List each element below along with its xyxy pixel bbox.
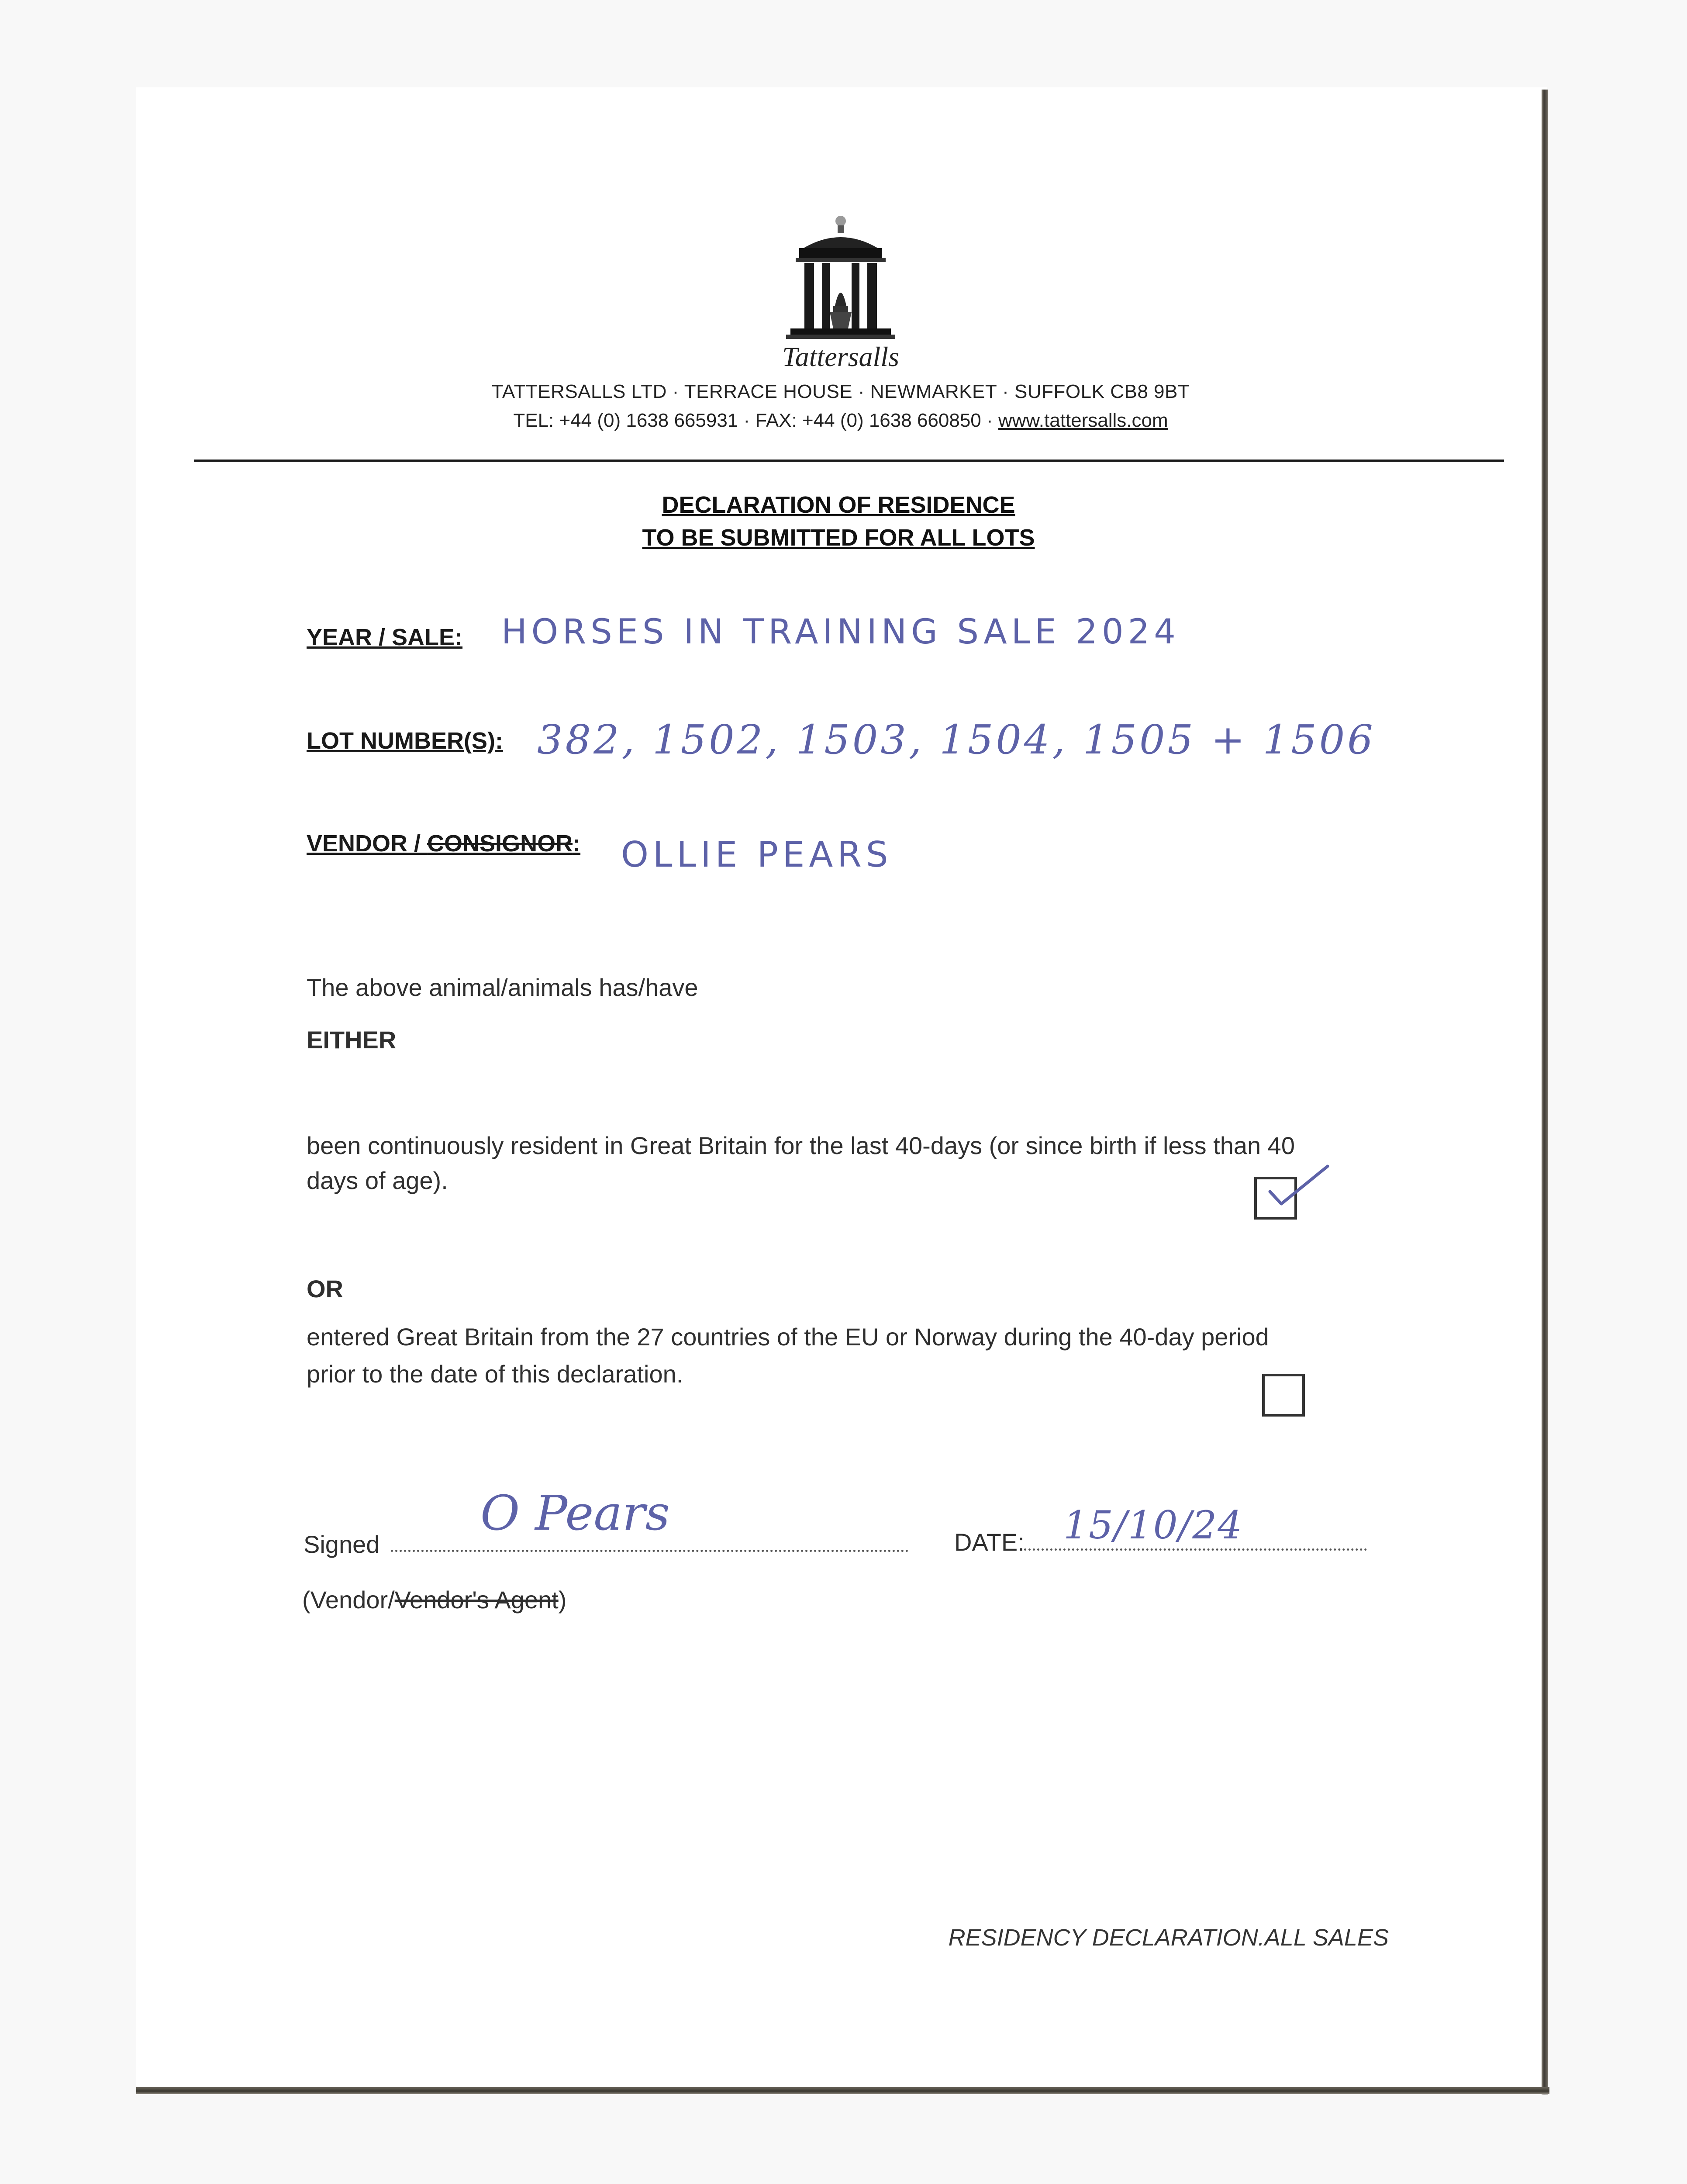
year-sale-value[interactable]: HORSES IN TRAINING SALE 2024 — [501, 612, 1180, 652]
vendor-label: VENDOR / — [307, 830, 428, 857]
or-label: OR — [307, 1275, 343, 1303]
contact-phone-fax: TEL: +44 (0) 1638 665931 · FAX: +44 (0) 1638 660850 · — [513, 410, 998, 431]
signatory-role — [302, 1582, 566, 1618]
date-line — [1024, 1548, 1367, 1551]
tattersalls-logo — [786, 214, 895, 345]
option1-line2: days of age). — [307, 1167, 448, 1194]
form-title-line1: DECLARATION OF RESIDENCE — [662, 492, 1015, 518]
lot-numbers-label: LOT NUMBER(S): — [307, 728, 503, 754]
consignor-label-struck: CONSIGNOR — [427, 830, 573, 857]
header-divider — [194, 460, 1504, 462]
option2-line1: entered Great Britain from the 27 countries of the EU or Norway during the 40-day period — [307, 1323, 1269, 1351]
declaration-intro: The above animal/animals has/have — [307, 974, 698, 1001]
vendor-consignor-label — [307, 830, 580, 857]
paper-edge-right — [1542, 90, 1548, 2094]
vendor-value[interactable]: OLLIE PEARS — [621, 834, 893, 875]
paper-edge-bottom — [136, 2087, 1549, 2094]
company-address: TATTERSALLS LTD · TERRACE HOUSE · NEWMARKET · SUFFOLK CB8 9BT — [491, 381, 1190, 402]
website-link[interactable]: www.tattersalls.com — [998, 410, 1168, 431]
signature-value[interactable]: O Pears — [480, 1485, 670, 1541]
date-value[interactable]: 15/10/24 — [1063, 1503, 1243, 1548]
brand-name: Tattersalls — [782, 341, 899, 372]
either-label: EITHER — [307, 1026, 397, 1054]
role-prefix: (Vendor/ — [302, 1586, 395, 1614]
company-contact — [262, 410, 1419, 432]
option2-checkbox[interactable] — [1262, 1374, 1305, 1417]
role-struck: Vendor's Agent — [394, 1586, 559, 1614]
signature-line — [391, 1550, 908, 1552]
vendor-label-colon: : — [573, 830, 581, 857]
form-footer-reference: RESIDENCY DECLARATION.ALL SALES — [948, 1925, 1389, 1951]
signed-label: Signed — [304, 1531, 380, 1558]
checkmark-icon — [1262, 1162, 1332, 1214]
option2-line2: prior to the date of this declaration. — [307, 1360, 683, 1388]
form-title-line2: TO BE SUBMITTED FOR ALL LOTS — [642, 525, 1035, 551]
role-suffix: ) — [558, 1586, 567, 1614]
option1-line1: been continuously resident in Great Britain for the last 40-days (or since birth if less than 40 — [307, 1132, 1295, 1159]
year-sale-label: YEAR / SALE: — [307, 624, 463, 650]
date-label: DATE: — [954, 1528, 1025, 1556]
lot-numbers-value[interactable]: 382, 1502, 1503, 1504, 1505 + 1506 — [537, 716, 1376, 763]
